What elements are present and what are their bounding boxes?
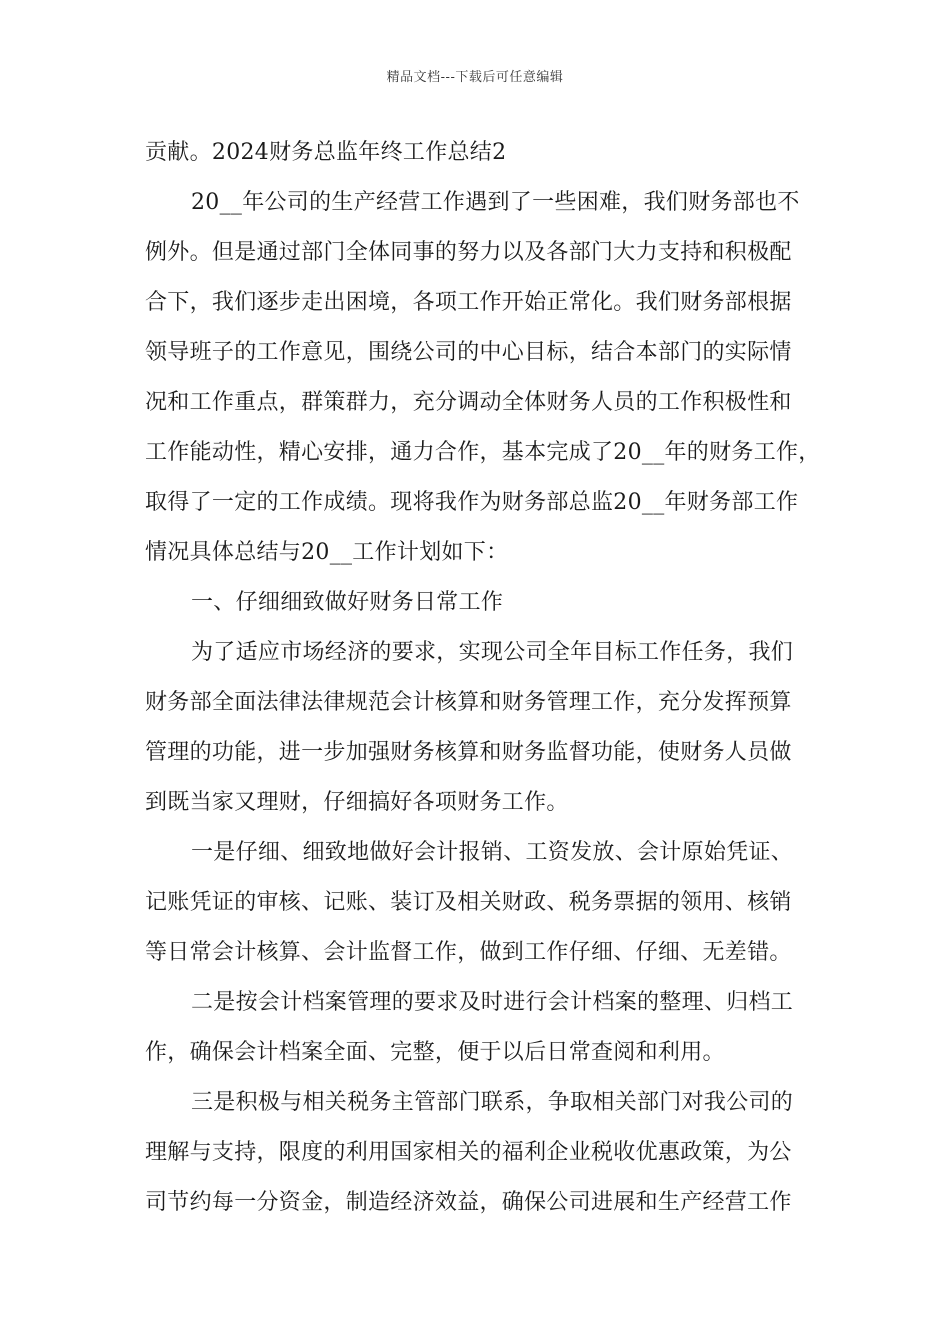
text-line-22: 司节约每一分资金，制造经济效益，确保公司进展和生产经营工作: [145, 1190, 792, 1215]
text-line-18: 二是按会计档案管理的要求及时进行会计档案的整理、归档工: [191, 990, 794, 1015]
text-line-20: 三是积极与相关税务主管部门联系，争取相关部门对我公司的: [191, 1090, 794, 1115]
text-line-12: 财务部全面法律法律规范会计核算和财务管理工作，充分发挥预算: [145, 690, 792, 715]
document-body: [145, 128, 825, 1228]
text-line-19: 作，确保会计档案全面、完整，便于以后日常查阅和利用。: [145, 1040, 725, 1065]
text-line-3: 例外。但是通过部门全体同事的努力以及各部门大力支持和积极配: [145, 240, 792, 265]
text-line-4: 合下，我们逐步走出困境，各项工作开始正常化。我们财务部根据: [145, 290, 792, 315]
text-line-13: 管理的功能，进一步加强财务核算和财务监督功能，使财务人员做: [145, 740, 792, 765]
text-line-9: 情况具体总结与20__工作计划如下：: [145, 540, 509, 565]
text-line-2: 20__年公司的生产经营工作遇到了一些困难，我们财务部也不: [191, 190, 800, 215]
text-line-15: 一是仔细、细致地做好会计报销、工资发放、会计原始凭证、: [191, 840, 794, 865]
text-line-8: 取得了一定的工作成绩。现将我作为财务部总监20__年财务部工作: [145, 490, 799, 515]
text-line-16: 记账凭证的审核、记账、装订及相关财政、税务票据的领用、核销: [145, 890, 792, 915]
text-line-5: 领导班子的工作意见，围绕公司的中心目标，结合本部门的实际情: [145, 340, 792, 365]
text-line-14: 到既当家又理财，仔细搞好各项财务工作。: [145, 790, 569, 815]
text-line-6: 况和工作重点，群策群力，充分调动全体财务人员的工作积极性和: [145, 390, 792, 415]
section-heading: 一、仔细细致做好财务日常工作: [191, 590, 504, 615]
text-line-1: 贡献。2024财务总监年终工作总结2: [145, 140, 507, 165]
text-line-21: 理解与支持，限度的利用国家相关的福利企业税收优惠政策，为公: [145, 1140, 792, 1165]
text-line-11: 为了适应市场经济的要求，实现公司全年目标工作任务，我们: [191, 640, 794, 665]
text-line-17: 等日常会计核算、会计监督工作，做到工作仔细、仔细、无差错。: [145, 940, 792, 965]
page-header: 精品文档---下载后可任意编辑: [386, 70, 564, 85]
text-line-7: 工作能动性，精心安排，通力合作，基本完成了20__年的财务工作，: [145, 440, 821, 465]
